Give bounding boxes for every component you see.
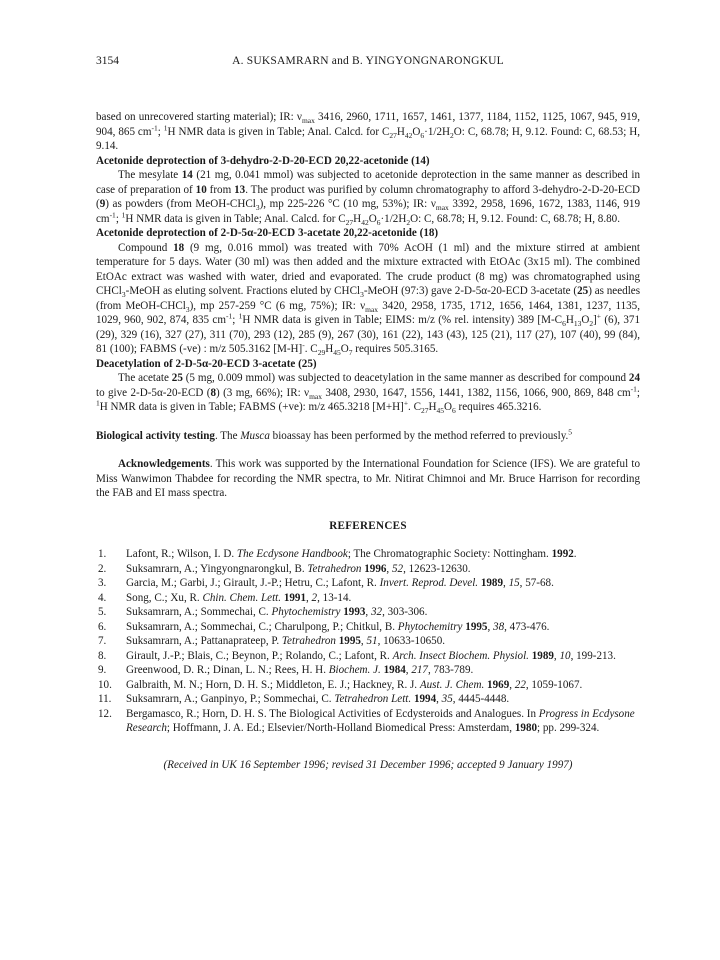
reference-text: Bergamasco, R.; Horn, D. H. S. The Biological Activities of Ecdysteroids and Analogues. In Progress in Ecdysone Research; Hoffmann, J. A. Ed.; Elsevier/North-Holland Biomedical Press: Amsterdam, 1980; pp. 299-324.: [126, 707, 635, 734]
reference-item: [96, 678, 640, 693]
reference-number: 2.: [98, 562, 107, 575]
section-heading: Deacetylation of 2-D-5α-20-ECD 3-acetate (25): [96, 357, 317, 370]
experimental-paragraph: Compound 18 (9 mg, 0.016 mmol) was treated with 70% AcOH (1 ml) and the mixture stirred at ambient temperature for 5 days. Water (30 ml) was then added and the mixture extracted with EtOAc (3x15 ml). The combined EtOAc extract was washed with water, dried and evaporated. The crude product (8 mg) was chromatographed using CHCl$_3$-MeOH as eluting solvent. Fractions eluted by CHCl$_3$-MeOH (97:3) gave 2-D-5α-20-ECD 3-acetate (25) as needles (from MeOH-CHCl$_3$), mp 257-259 °C (6 mg, 75%); IR: $\nu_{max}$ 3420, 2958, 1735, 1712, 1656, 1464, 1381, 1237, 1135, 1029, 960, 902, 874, 835 $cm^{-1}$; $^1$H NMR data is given in Table; EIMS: m/z (% rel. intensity) 389 $[M-C_6H_{13}O_2]^+$ (6), 371 (29), 329 (16), 327 (27), 311 (70), 293 (12), 285 (9), 267 (30), 161 (22), 143 (43), 125 (21), 117 (27), 107 (40), 99 (84), 81 (100); FABMS (-ve) : m/z 505.3162 [M-H]-. $C_{29}H_{45}O_7$ requires 505.3165.: [96, 241, 641, 358]
reference-text: Girault, J.-P.; Blais, C.; Beynon, P.; Rolando, C.; Lafont, R. Arch. Insect Biochem. Physiol. 1989, 10, 199-213.: [126, 649, 616, 662]
reference-item: [96, 692, 640, 707]
experimental-paragraph: based on unrecovered starting material); IR: $\nu_{max}$ 3416, 2960, 1711, 1657, 1461, 1377, 1184, 1152, 1125, 1067, 945, 919, 904, 865 $cm^{-1}$; $^1$H NMR data is given in Table; Anal. Calcd. for $C_{27}H_{42}O_6\cdot 1/2H_2O$: C, 68.78; H, 9.12. Found: C, 68.53; H, 9.14.: [96, 111, 640, 152]
reference-text: Song, C.; Xu, R. Chin. Chem. Lett. 1991, 2, 13-14.: [126, 591, 352, 604]
reference-number: 3.: [98, 577, 107, 589]
reference-item: [96, 707, 640, 736]
article-body: [96, 110, 640, 772]
reference-number: 8.: [98, 649, 107, 662]
reference-number: 12.: [98, 707, 112, 720]
reference-item: [96, 576, 640, 591]
section-heading: Acetonide deprotection of 2-D-5α-20-ECD 3-acetate 20,22-acetonide (18): [96, 227, 439, 239]
reference-number: 6.: [98, 620, 107, 633]
reference-text: Suksamrarn, A.; Yingyongnarongkul, B. Tetrahedron 1996, 52, 12623-12630.: [126, 562, 471, 575]
reference-text: Suksamrarn, A.; Pattanaprateep, P. Tetrahedron 1995, 51, 10633-10650.: [126, 635, 446, 647]
reference-text: Suksamrarn, A.; Sommechai, C.; Charulpong, P.; Chitkul, B. Phytochemitry 1995, 38, 473-476.: [126, 620, 550, 633]
reference-number: 10.: [98, 678, 112, 691]
reference-text: Suksamrarn, A.; Ganpinyo, P.; Sommechai, C. Tetrahedron Lett. 1994, 35, 4445-4448.: [126, 693, 510, 705]
reference-text: Suksamrarn, A.; Sommechai, C. Phytochemistry 1993, 32, 303-306.: [126, 606, 428, 618]
reference-item: [96, 663, 640, 678]
reference-number: 5.: [98, 606, 107, 618]
reference-number: 11.: [98, 693, 112, 705]
reference-item: [96, 649, 640, 664]
running-head-authors: A. SUKSAMRARN and B. YINGYONGNARONGKUL: [232, 55, 504, 67]
reference-list: [96, 547, 640, 736]
experimental-paragraph: The acetate 25 (5 mg, 0.009 mmol) was subjected to deacetylation in the same manner as described for compound 24 to give 2-D-5α-20-ECD (8) (3 mg, 66%); IR: $\nu_{max}$ 3408, 2930, 1647, 1556, 1441, 1382, 1156, 1066, 900, 869, 848 $cm^{-1}$; $^1$H NMR data is given in Table; FABMS (+ve): m/z 465.3218 [M+H]+. $C_{27}H_{45}O_6$ requires 465.3216.: [96, 372, 640, 416]
reference-text: Lafont, R.; Wilson, I. D. The Ecdysone Handbook; The Chromatographic Society: Nottingham. 1992.: [126, 548, 577, 560]
page-number: 3154: [96, 55, 119, 67]
reference-item: [96, 591, 640, 606]
section-heading: Acetonide deprotection of 3-dehydro-2-D-20-ECD 20,22-acetonide (14): [96, 154, 430, 167]
reference-number: 9.: [98, 664, 107, 676]
reference-text: Greenwood, D. R.; Dinan, L. N.; Rees, H. H. Biochem. J. 1984, 217, 783-789.: [126, 664, 474, 676]
acknowledgements-paragraph: Acknowledgements. This work was supported by the International Foundation for Science (IFS). We are grateful to Miss Wanwimon Thabdee for recording the NMR spectra, to Mr. Nitirat Chimnoi and Mr. Bruce Harrison for recording the FAB and EI mass spectra.: [96, 458, 640, 499]
reference-item: [96, 620, 640, 635]
reference-number: 7.: [98, 635, 107, 647]
received-dates: (Received in UK 16 September 1996; revised 31 December 1996; accepted 9 January 1997): [163, 758, 573, 771]
reference-number: 4.: [98, 591, 107, 604]
references-heading: REFERENCES: [329, 519, 407, 532]
reference-item: [96, 605, 640, 620]
reference-text: Galbraith, M. N.; Horn, D. H. S.; Middleton, E. J.; Hackney, R. J. Aust. J. Chem. 1969, 22, 1059-1067.: [126, 678, 583, 691]
experimental-paragraph: The mesylate 14 (21 mg, 0.041 mmol) was subjected to acetonide deprotection in the same manner as described in case of preparation of 10 from 13. The product was purified by column chromatography to afford 3-dehydro-2-D-20-ECD (9) as powders (from MeOH-CHCl$_3$), mp 225-226 °C (10 mg, 53%); IR: $\nu_{max}$ 3392, 2958, 1696, 1672, 1383, 1146, 919 $cm^{-1}$; $^1$H NMR data is given in Table; Anal. Calcd. for $C_{27}H_{42}O_6\cdot 1/2H_2O$: C, 68.78; H, 9.12. Found: C, 68.78; H, 8.80.: [96, 169, 640, 227]
running-header: [96, 55, 640, 71]
reference-text: Garcia, M.; Garbi, J.; Girault, J.-P.; Hetru, C.; Lafont, R. Invert. Reprod. Devel. 1989, 15, 57-68.: [126, 577, 554, 589]
reference-item: [96, 547, 640, 562]
reference-item: [96, 634, 640, 649]
reference-item: [96, 562, 640, 577]
reference-number: 1.: [98, 548, 107, 560]
biological-activity-paragraph: Biological activity testing. The Musca bioassay has been performed by the method referred to previously.$^5$: [96, 426, 573, 442]
